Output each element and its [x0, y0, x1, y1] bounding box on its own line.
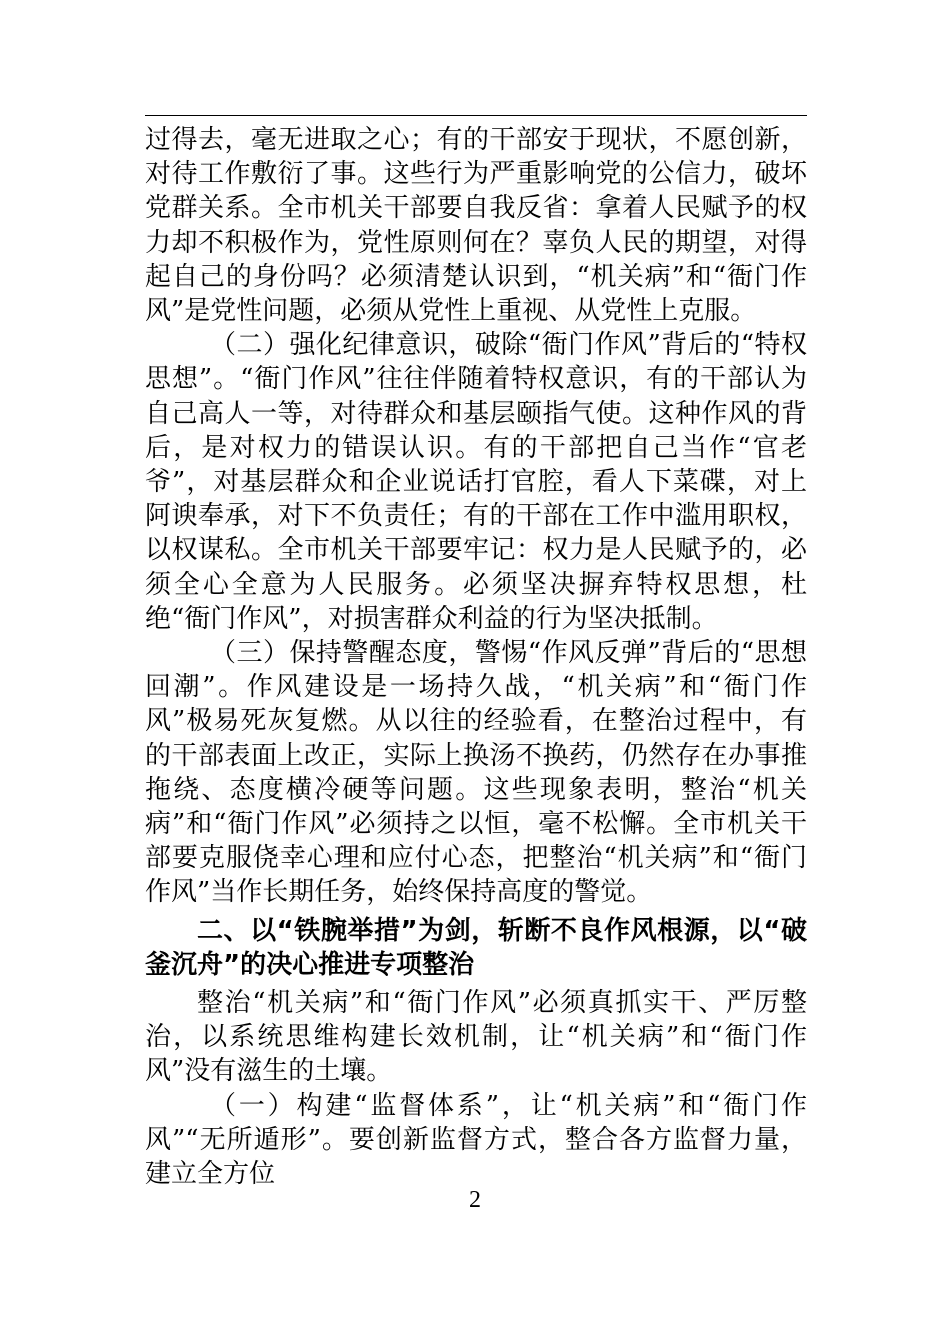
paragraph-section-2: （二）强化纪律意识，破除“衙门作风”背后的“特权思想”。“衙门作风”往往伴随着特权意识，有的干部认为自己高人一等，对待群众和基层颐指气使。这种作风的背后，是对权力的错误认识。有的干部把自己当作“官老爷”，对基层群众和企业说话打官腔，看人下菜碟，对上阿谀奉承，对下不负责任；有的干部在工作中滥用职权，以权谋私。全市机关干部要牢记：权力是人民赋予的，必须全心全意为人民服务。必须坚决摒弃特权思想，杜绝“衙门作风”，对损害群众利益的行为坚决抵制。	[145, 330, 807, 634]
paragraph-subsection-1: （一）构建“监督体系”，让“机关病”和“衙门作风”“无所遁形”。要创新监督方式，整合各方监督力量，建立全方位	[145, 1090, 807, 1190]
header-rule	[145, 115, 807, 116]
page-number: 2	[469, 1187, 481, 1213]
paragraph-continuation: 过得去，毫无进取之心；有的干部安于现状，不愿创新，对待工作敷衍了事。这些行为严重影响党的公信力，破坏党群关系。全市机关干部要自我反省：拿着人民赋予的权力却不积极作为，党性原则何在？辜负人民的期望，对得起自己的身份吗？必须清楚认识到，“机关病”和“衙门作风”是党性问题，必须从党性上重视、从党性上克服。	[145, 125, 807, 327]
paragraph-intro: 整治“机关病”和“衙门作风”必须真抓实干、严厉整治，以系统思维构建长效机制，让“机关病”和“衙门作风”没有滋生的土壤。	[145, 988, 807, 1087]
paragraph-section-3: （三）保持警醒态度，警惕“作风反弹”背后的“思想回潮”。作风建设是一场持久战，“机关病”和“衙门作风”极易死灰复燃。从以往的经验看，在整治过程中，有的干部表面上改正，实际上换汤不换药，仍然存在办事推拖绕、态度横冷硬等问题。这些现象表明，整治“机关病”和“衙门作风”必须持之以恒，毫不松懈。全市机关干部要克服侥幸心理和应付心态，把整治“机关病”和“衙门作风”当作长期任务，始终保持高度的警觉。	[145, 638, 807, 908]
body-text	[145, 123, 807, 1191]
section-heading: 二、以“铁腕举措”为剑，斩断不良作风根源，以“破釜沉舟”的决心推进专项整治	[145, 915, 807, 980]
